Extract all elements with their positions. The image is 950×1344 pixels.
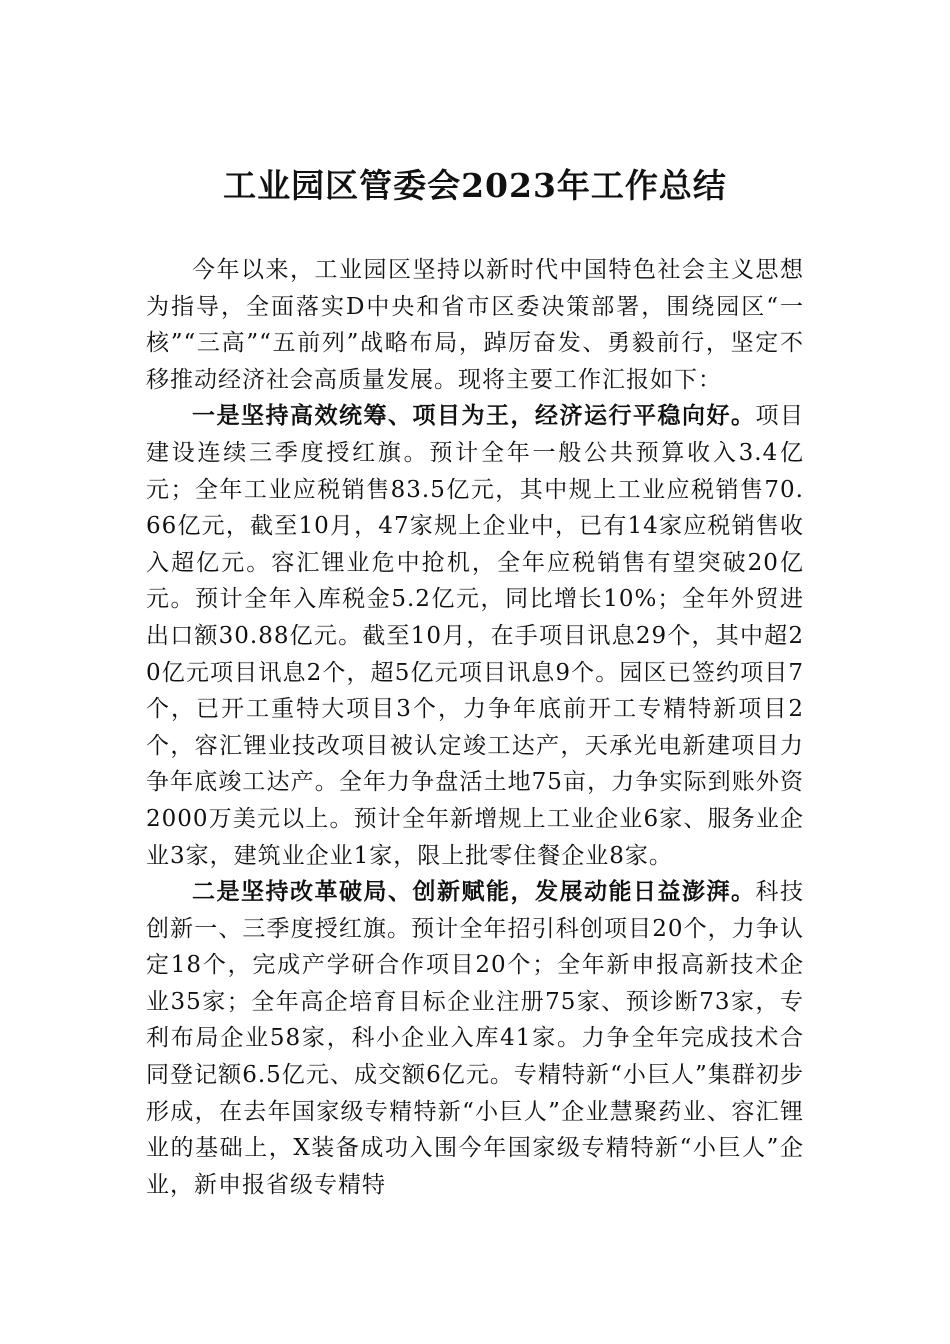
document-body xyxy=(146,252,804,1203)
document-title: 工业园区管委会2023年工作总结 xyxy=(223,166,727,205)
paragraph-lead: 二是坚持改革破局、创新赋能，发展动能日益澎湃。 xyxy=(192,878,756,906)
paragraph-lead: 一是坚持高效统筹、项目为王，经济运行平稳向好。 xyxy=(192,402,756,430)
paragraph-text: 项目建设连续三季度授红旗。预计全年一般公共预算收入3.4亿元；全年工业应税销售83.5亿元，其中规上工业应税销售70.66亿元，截至10月，47家规上企业中，已有14家应税销售收入超亿元。容汇锂业危中抢机，全年应税销售有望突破20亿元。预计全年入库税金5.2亿元，同比增长10%；全年外贸进出口额30.88亿元。截至10月，在手项目讯息29个，其中超20亿元项目讯息2个，超5亿元项目讯息9个。园区已签约项目7个，已开工重特大项目3个，力争年底前开工专精特新项目2个，容汇锂业技改项目被认定竣工达产，天承光电新建项目力争年底竣工达产。全年力争盘活土地75亩，力争实际到账外资2000万美元以上。预计全年新增规上工业企业6家、服务业企业3家，建筑业企业1家，限上批零住餐企业8家。 xyxy=(146,403,804,869)
section-one-paragraph xyxy=(146,398,804,874)
paragraph-text: 今年以来，工业园区坚持以新时代中国特色社会主义思想为指导，全面落实D中央和省市区委决策部署，围绕园区“一核”“三高”“五前列”战略布局，踔厉奋发、勇毅前行，坚定不移推动经济社会高质量发展。现将主要工作汇报如下： xyxy=(146,257,804,393)
intro-paragraph xyxy=(146,252,804,398)
paragraph-text: 科技创新一、三季度授红旗。预计全年招引科创项目20个，力争认定18个，完成产学研合作项目20个；全年新申报高新技术企业35家；全年高企培育目标企业注册75家、预诊断73家，专利布局企业58家，科小企业入库41家。力争全年完成技术合同登记额6.5亿元、成交额6亿元。专精特新“小巨人”集群初步形成，在去年国家级专精特新“小巨人”企业慧聚药业、容汇锂业的基础上，X装备成功入围今年国家级专精特新“小巨人”企业，新申报省级专精特 xyxy=(146,879,804,1198)
document-page xyxy=(146,150,804,1203)
section-two-paragraph xyxy=(146,874,804,1203)
